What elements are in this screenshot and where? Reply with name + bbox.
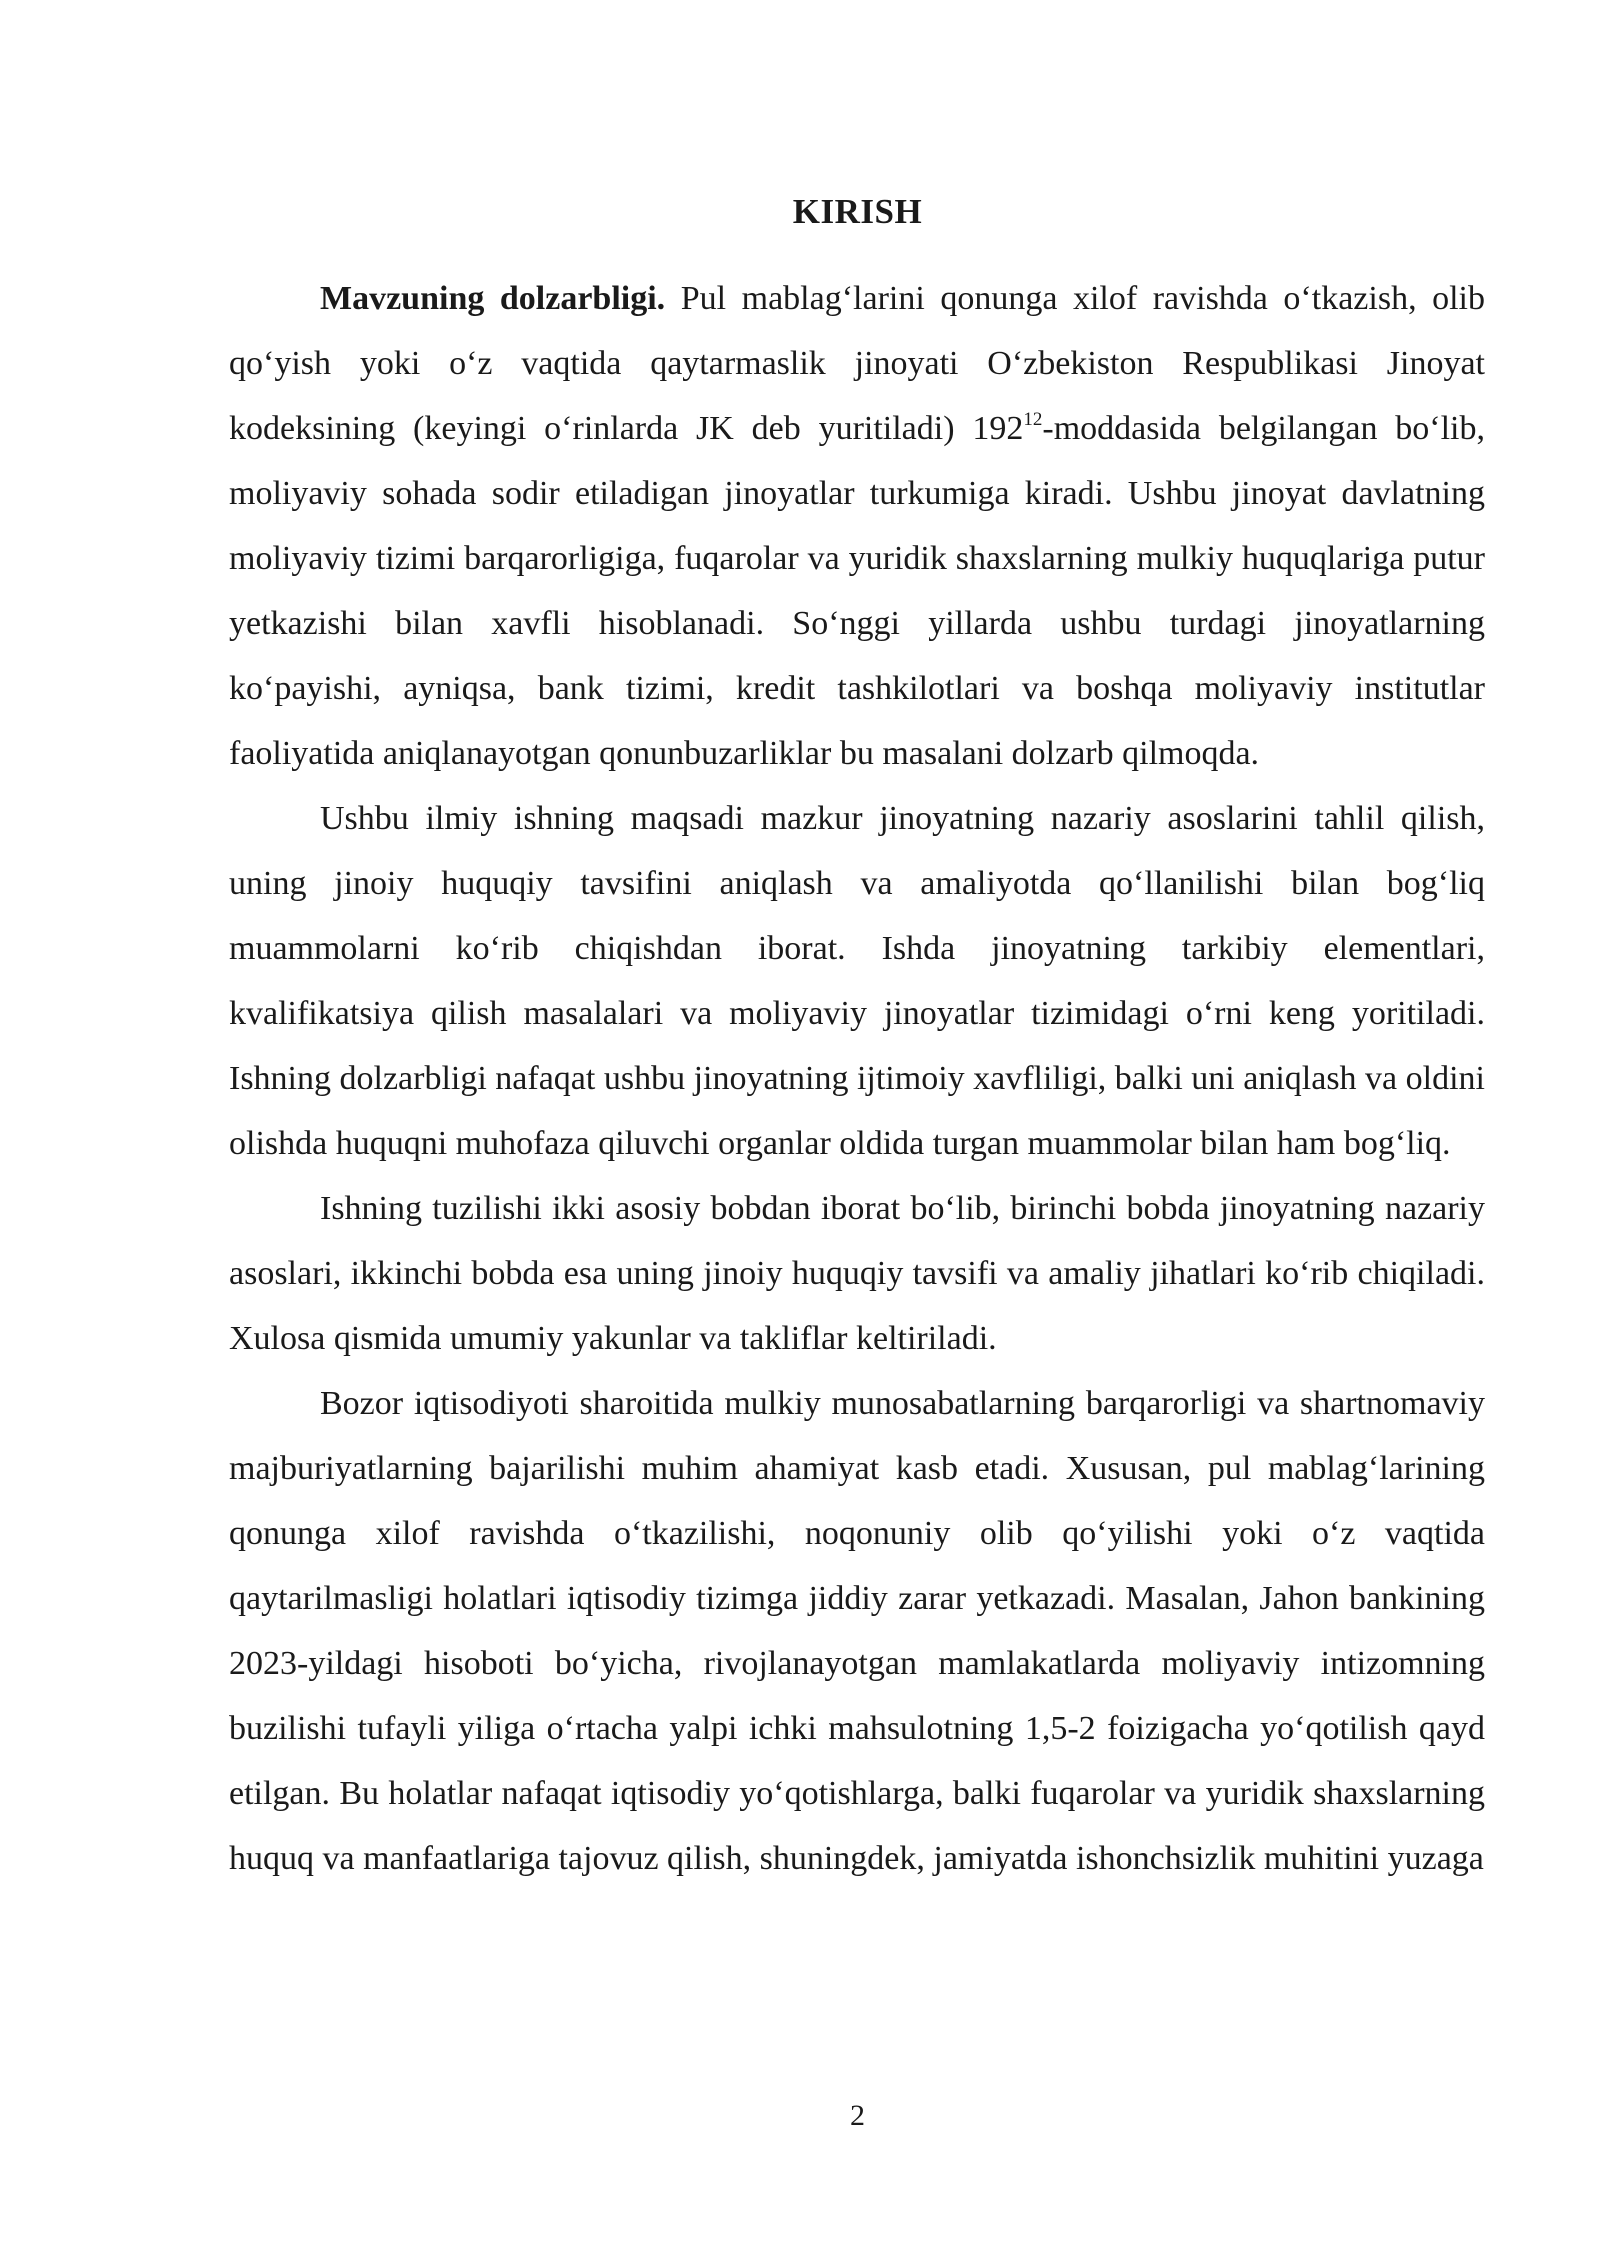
paragraph-structure: Ishning tuzilishi ikki asosiy bobdan iborat bo‘lib, birinchi bobda jinoyatning nazariy asoslari, ikkinchi bobda esa uning jinoiy huquqiy tavsifi va amaliy jihatlari ko‘rib chiqiladi. Xulosa qismida umumiy yakunlar va takliflar keltiriladi. [229,1190,1485,1357]
paragraph-aim: Ushbu ilmiy ishning maqsadi mazkur jinoyatning nazariy asoslarini tahlil qilish, uning jinoiy huquqiy tavsifini aniqlash va amaliyotda qo‘llanilishi bilan bog‘liq muammolarni ko‘rib chiqishdan iborat. Ishda jinoyatning tarkibiy elementlari, kvalifikatsiya qilish masalalari va moliyaviy jinoyatlar tizimidagi o‘rni keng yoritiladi. Ishning dolzarbligi nafaqat ushbu jinoyatning ijtimoiy xavfliligi, balki uni aniqlash va oldini olishda huquqni muhofaza qiluvchi organlar oldida turgan muammolar bilan ham bog‘liq. [229,800,1485,1162]
page-number: 2 [850,2099,865,2132]
article-superscript: 12 [1023,409,1043,430]
body-text [229,266,1485,1891]
paragraph-market-economy: Bozor iqtisodiyoti sharoitida mulkiy munosabatlarning barqarorligi va shartnomaviy majburiyatlarning bajarilishi muhim ahamiyat kasb etadi. Xususan, pul mablag‘larining qonunga xilof ravishda o‘tkazilishi, noqonuniy olib qo‘yilishi yoki o‘z vaqtida qaytarilmasligi holatlari iqtisodiy tizimga jiddiy zarar yetkazadi. Masalan, Jahon bankining 2023-yildagi hisoboti bo‘yicha, rivojlanayotgan mamlakatlarda moliyaviy intizomning buzilishi tufayli yiliga o‘rtacha yalpi ichki mahsulotning 1,5-2 foizigacha yo‘qotilish qayd etilgan. Bu holatlar nafaqat iqtisodiy yo‘qotishlarga, balki fuqarolar va yuridik shaxslarning huquq va manfaatlariga tajovuz qilish, shuningdek, jamiyatda ishonchsizlik muhitini yuzaga [229,1385,1485,1877]
paragraph-text: Pul mablag‘larini qonunga xilof ravishda o‘tkazish, olib qo‘yish yoki o‘z vaqtida qaytarmaslik jinoyati O‘zbekiston Respublikasi Jinoyat kodeksining (keyingi o‘rinlarda JK deb yuritiladi) 192 [229,280,1485,447]
paragraph-relevance [229,266,1485,786]
paragraph-lead: Mavzuning dolzarbligi. [320,280,666,317]
paragraph-text: -moddasida belgilangan bo‘lib, moliyaviy sohada sodir etiladigan jinoyatlar turkumiga kiradi. Ushbu jinoyat davlatning moliyaviy tizimi barqarorligiga, fuqarolar va yuridik shaxslarning mulkiy huquqlariga putur yetkazishi bilan xavfli hisoblanadi. So‘nggi yillarda ushbu turdagi jinoyatlarning ko‘payishi, ayniqsa, bank tizimi, kredit tashkilotlari va boshqa moliyaviy institutlar faoliyatida aniqlanayotgan qonunbuzarliklar bu masalani dolzarb qilmoqda. [229,410,1485,772]
section-heading: KIRISH [792,192,923,231]
